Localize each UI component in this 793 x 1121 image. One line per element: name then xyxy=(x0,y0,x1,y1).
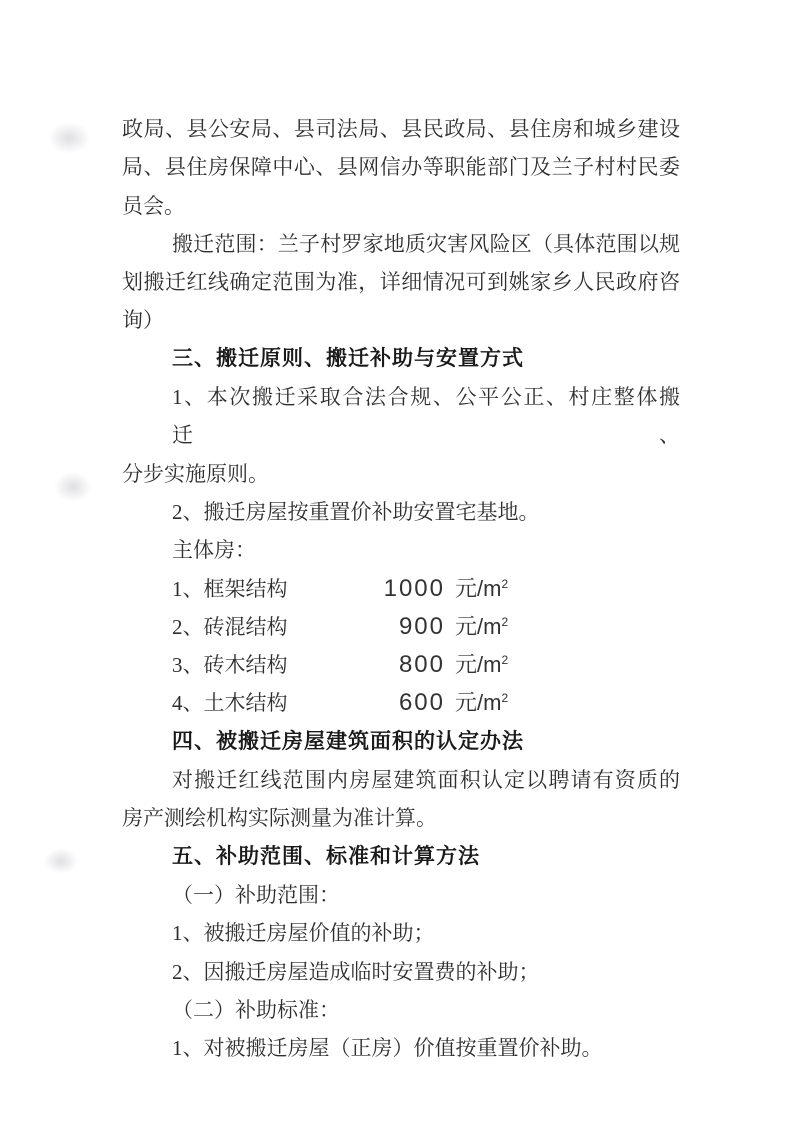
doc-line: 1、本次搬迁采取合法合规、公平公正、村庄整体搬迁、 xyxy=(172,385,680,448)
doc-line: 2、搬迁房屋按重置价补助安置宅基地。 xyxy=(172,499,540,524)
price-value: 900 xyxy=(398,612,445,640)
price-unit xyxy=(455,646,508,684)
price-unit xyxy=(455,570,508,608)
doc-line: 1、被搬迁房屋价值的补助； xyxy=(172,921,435,946)
section-heading: 三、搬迁原则、搬迁补助与安置方式 xyxy=(172,346,524,370)
price-unit-main: 元/m xyxy=(455,575,502,601)
scan-smudge xyxy=(44,848,78,874)
price-unit-main: 元/m xyxy=(455,613,502,639)
price-unit-main: 元/m xyxy=(455,652,502,678)
doc-line: 主体房： xyxy=(172,538,256,563)
price-unit xyxy=(455,684,508,722)
document-content xyxy=(122,110,680,1067)
price-row xyxy=(122,570,680,608)
doc-line: 1、对被搬迁房屋（正房）价值按重置价补助。 xyxy=(172,1036,603,1061)
price-label: 4、土木结构 xyxy=(172,691,288,716)
price-label: 1、框架结构 xyxy=(172,576,288,601)
price-unit-exponent: 2 xyxy=(501,576,509,591)
doc-line: 划搬迁红线确定范围为准，详细情况可到姚家乡人民政府咨 xyxy=(122,270,680,295)
price-unit xyxy=(455,608,508,646)
price-value: 800 xyxy=(398,651,445,679)
scan-smudge xyxy=(48,122,90,154)
doc-line: （二）补助标准： xyxy=(172,997,340,1022)
doc-line: 分步实施原则。 xyxy=(122,461,269,486)
section-heading: 五、补助范围、标准和计算方法 xyxy=(172,844,480,868)
scan-smudge xyxy=(54,472,92,502)
price-unit-main: 元/m xyxy=(455,690,502,716)
price-unit-exponent: 2 xyxy=(501,614,509,629)
doc-line: 政局、县公安局、县司法局、县民政局、县住房和城乡建设 xyxy=(122,117,680,141)
price-label: 2、砖混结构 xyxy=(172,614,288,639)
doc-line: 搬迁范围：兰子村罗家地质灾害风险区（具体范围以规 xyxy=(172,231,680,256)
doc-line: 询） xyxy=(122,308,164,333)
doc-line: 员会。 xyxy=(122,193,185,218)
price-value: 600 xyxy=(398,689,445,717)
section-heading: 四、被搬迁房屋建筑面积的认定办法 xyxy=(172,729,524,753)
doc-line: 2、因搬迁房屋造成临时安置费的补助； xyxy=(172,959,540,984)
price-row xyxy=(122,646,680,684)
doc-line: 对搬迁红线范围内房屋建筑面积认定以聘请有资质的 xyxy=(172,768,680,793)
doc-line: （一）补助范围： xyxy=(172,882,340,907)
price-value: 1000 xyxy=(383,574,445,602)
price-unit-exponent: 2 xyxy=(501,691,509,706)
price-unit-exponent: 2 xyxy=(501,653,509,668)
doc-line: 房产测绘机构实际测量为准计算。 xyxy=(122,806,437,831)
price-row xyxy=(122,608,680,646)
price-row xyxy=(122,684,680,722)
doc-line: 局、县住房保障中心、县网信办等职能部门及兰子村村民委 xyxy=(122,155,680,180)
price-label: 3、砖木结构 xyxy=(172,653,288,678)
